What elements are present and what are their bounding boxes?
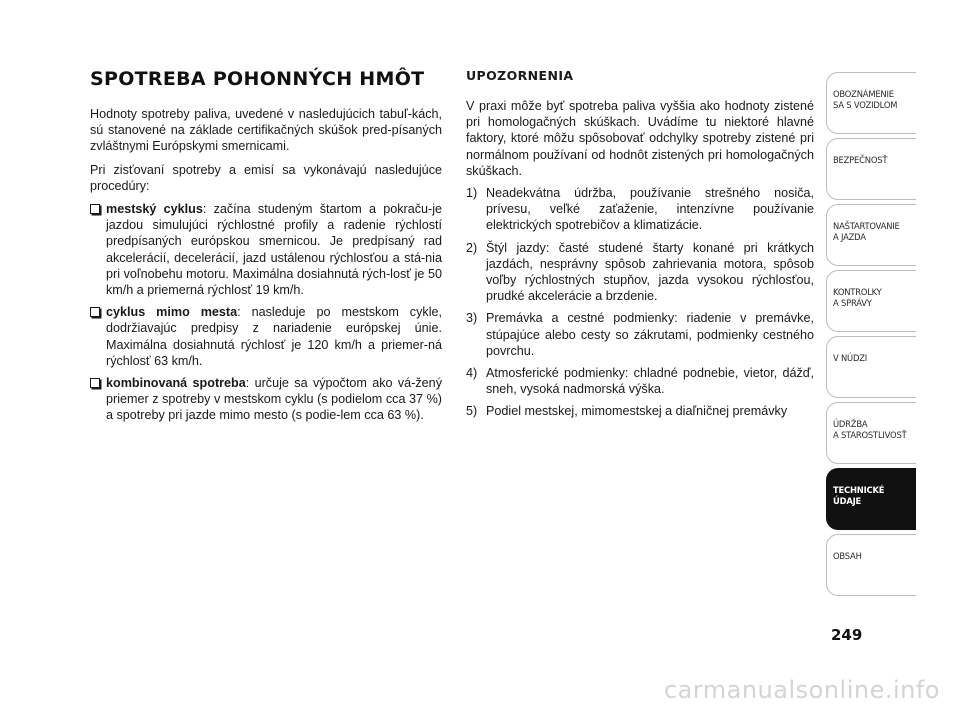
tab-oboznamenie[interactable] <box>826 72 916 134</box>
watermark-text: carmanualsonline.info <box>663 676 940 704</box>
item-number: 3) <box>466 311 478 326</box>
page-number: 249 <box>831 626 863 644</box>
bullet-term: cyklus mimo mesta <box>106 305 238 320</box>
warning-item-1 <box>466 185 814 234</box>
bullet-term: kombinovaná spotreba <box>106 376 246 391</box>
tab-label-line2: SA S VOZIDLOM <box>833 99 898 110</box>
tab-label: NAŠTARTOVANIE <box>833 221 900 231</box>
chapter-tabs <box>826 72 916 600</box>
tab-label: V NÚDZI <box>833 353 868 363</box>
tab-technicke-udaje[interactable] <box>826 468 916 530</box>
tab-kontrolky[interactable] <box>826 270 916 332</box>
item-text: Atmosferické podmienky: chladné podnebie, vietor, dážď, sneh, vysoká nadmorská výška. <box>486 366 814 397</box>
tab-label: OBSAH <box>833 551 862 561</box>
checkbox-bullet-icon <box>90 204 100 214</box>
tab-udrzba[interactable] <box>826 402 916 464</box>
bullet-urban-cycle <box>90 201 442 298</box>
bullet-text: : nasleduje po mestskom cykle, dodržiavajúc predpisy z nariadenie európskej únie. Maximálna dosiahnutá rýchlosť je 120 km/h a priemer-ná rýchlosť 63 km/h. <box>106 305 442 368</box>
section-title: SPOTREBA POHONNÝCH HMÔT <box>90 68 425 90</box>
tab-obsah[interactable] <box>826 534 916 596</box>
bullet-term: mestský cyklus <box>106 202 203 217</box>
item-text: Neadekvátna údržba, používanie strešného nosiča, prívesu, veľké zaťaženie, intenzívne používanie elektrických spotrebičov a klimatizácie. <box>486 186 814 233</box>
bullet-combined-consumption <box>90 375 442 424</box>
item-number: 5) <box>466 404 478 419</box>
tab-label-line2: ÚDAJE <box>833 495 862 506</box>
warnings-intro: V praxi môže byť spotreba paliva vyššia ako hodnoty zistené pri homologačných skúškach. Uvádíme tu niektoré hlavné faktory, ktoré môžu spôsobovať odchylky spotreby zistené pri normálnom používaní od hodnôt zistených pri homologačných skúškach. <box>466 99 814 178</box>
bullet-text: : určuje sa výpočtom ako vá-žený priemer z spotreby v mestskom cyklu (s podielom cca 37 %) a spotreby pri jazde mimo mesto (s podie-lem cca 63 %). <box>106 376 442 423</box>
warning-item-3 <box>466 310 814 359</box>
tab-label-line2: A STAROSTLIVOSŤ <box>833 429 907 440</box>
tab-label: OBOZNÁMENIE <box>833 89 894 99</box>
warning-item-2 <box>466 240 814 305</box>
bullet-extra-urban-cycle <box>90 304 442 369</box>
left-column <box>90 68 442 430</box>
item-number: 1) <box>466 186 478 201</box>
bullet-text: : začína studeným štartom a pokraču-je jazdou simulujúci rýchlostné profily a radenie rýchlostí predpísaných európskou smernicou. Je predpísaný rad akcelerácií, decelerácií, jazd ustálenou rýchlosťou a stá-nia pri voľnobehu motoru. Maximálna dosiahnutá rých-losť je 50 km/h a priemerná rýchlosť 19 km/h. <box>106 202 442 298</box>
checkbox-bullet-icon <box>90 378 100 388</box>
item-text: Štýl jazdy: časté studené štarty konané pri krátkych jazdách, nesprávny spôsob zahrievania motora, spôsob voľby rýchlostných stupňov, jazda vysokou rýchlosťou, prudké akcelerácie a brzdenie. <box>486 240 814 304</box>
tab-label-line2: A JAZDA <box>833 231 866 242</box>
tab-v-nudzi[interactable] <box>826 336 916 398</box>
tab-label-line2: A SPRÁVY <box>833 297 872 308</box>
checkbox-bullet-icon <box>90 307 100 317</box>
item-number: 4) <box>466 366 478 381</box>
tab-label: BEZPEČNOSŤ <box>833 155 888 165</box>
warning-item-5 <box>466 403 814 419</box>
tab-label: ÚDRŽBA <box>833 419 868 429</box>
item-text: Podiel mestskej, mimomestskej a diaľničnej premávky <box>486 404 788 419</box>
tab-label: KONTROLKY <box>833 287 882 297</box>
tab-bezpecnost[interactable] <box>826 138 916 200</box>
procedures-paragraph: Pri zisťovaní spotreby a emisí sa vykonávajú nasledujúce procedúry: <box>90 162 442 193</box>
warning-item-4 <box>466 365 814 397</box>
right-column <box>466 68 814 426</box>
tab-nastartovanie[interactable] <box>826 204 916 266</box>
intro-paragraph: Hodnoty spotreby paliva, uvedené v nasledujúcich tabuľ-kách, sú stanovené na základe certifikačných skúšok pred-písaných zvláštnymi Európskymi smernicami. <box>90 107 442 154</box>
item-number: 2) <box>466 240 478 255</box>
warnings-title: UPOZORNENIA <box>466 68 574 83</box>
tab-label: TECHNICKÉ <box>833 485 885 495</box>
item-text: Premávka a cestné podmienky: riadenie v premávke, stúpajúce alebo cesty so zákrutami, podmienky cestného povrchu. <box>486 311 814 358</box>
